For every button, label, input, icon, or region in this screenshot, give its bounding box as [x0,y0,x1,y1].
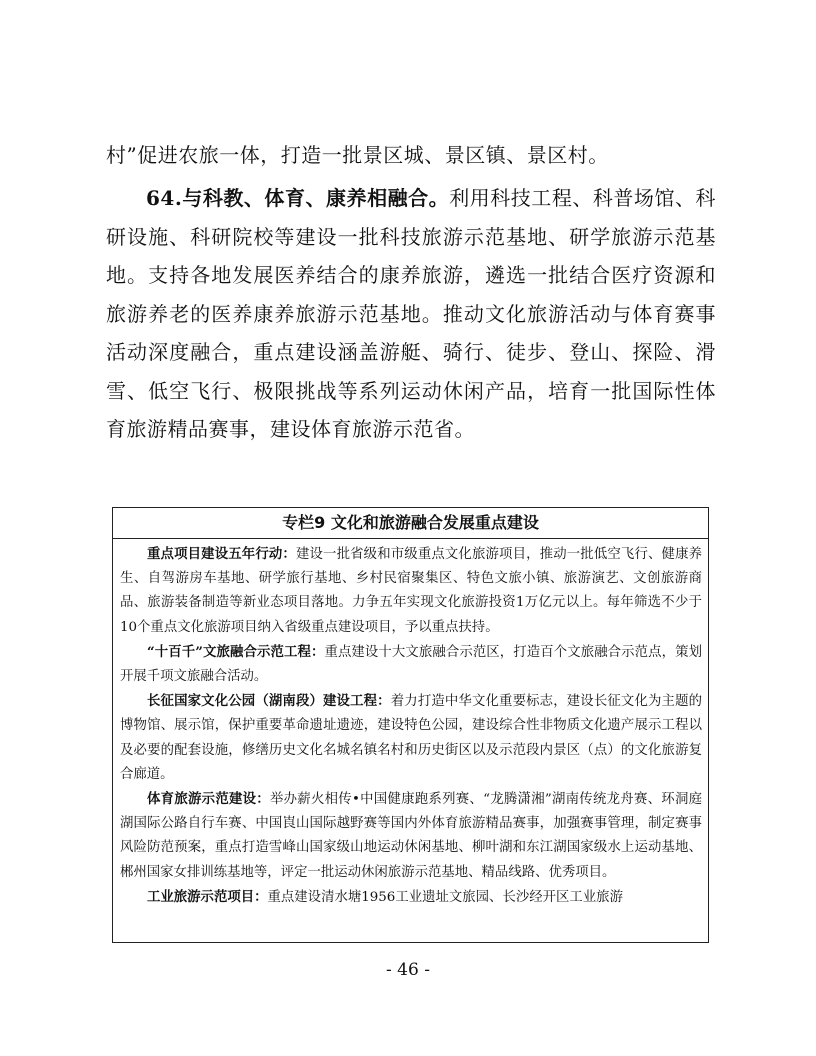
special-column-title: 专栏9 文化和旅游融合发展重点建设 [113,508,708,539]
box-item-text: 重点建设清水塘1956工业遗址文旅园、长沙经开区工业旅游 [267,889,623,905]
special-column-body [113,539,708,910]
box-item-text: 建设一批省级和市级重点文化旅游项目，推动一批低空飞行、健康养生、自驾游房车基地、研学旅行基地、乡村民宿聚集区、特色文旅小镇、旅游演艺、文创旅游商品、旅游装备制造等新业态项目落地。力争五年实现文化旅游投资1万亿元以上。每年筛选不少于10个重点文化旅游项目纳入省级重点建设项目，予以重点扶持。 [120,547,703,635]
box-item-text: 重点建设十大文旅融合示范区，打造百个文旅融合示范点，策划开展千项文旅融合活动。 [120,644,703,685]
box-item-demo-project [120,640,702,689]
box-item-long-march-park [120,689,702,787]
box-item-key-projects [120,542,702,640]
paragraph-64 [106,179,716,449]
box-item-heading: 工业旅游示范项目： [147,888,268,905]
page-number: - 46 - [386,960,430,980]
special-column-box [112,507,709,943]
box-item-heading: 重点项目建设五年行动： [147,546,296,562]
box-item-heading: “十百千”文旅融合示范工程： [147,643,325,660]
paragraph-64-heading: 64.与科教、体育、康养相融合。 [146,186,450,210]
box-item-text: 着力打造中华文化重要标志，建设长征文化为主题的博物馆、展示馆，保护重要革命遗址遗迹，建设特色公园，建设综合性非物质文化遗产展示工程以及必要的配套设施，修缮历史文化名城名镇名村和历史街区以及示范段内景区（点）的文化旅游复合廊道。 [120,694,703,782]
box-item-industrial-tourism [120,885,702,910]
box-item-sports-tourism [120,787,702,885]
box-item-text: 举办薪火相传•中国健康跑系列赛、“龙腾潇湘”湖南传统龙舟赛、环洞庭湖国际公路自行车赛、中国崀山国际越野赛等国内外体育旅游精品赛事，加强赛事管理，制定赛事风险防范预案，重点打造雪峰山国家级山地运动休闲基地、柳叶湖和东江湖国家级水上运动基地、郴州国家女排训练基地等，评定一批运动休闲旅游示范基地、精品线路、优秀项目。 [120,792,702,880]
box-item-heading: 长征国家文化公园（湖南段）建设工程： [147,693,391,710]
box-item-heading: 体育旅游示范建设： [147,791,270,808]
continued-paragraph-line: 村”促进农旅一体，打造一批景区城、景区镇、景区村。 [106,143,609,167]
paragraph-64-text: 利用科技工程、科普场馆、科研设施、科研院校等建设一批科技旅游示范基地、研学旅游示范基地。支持各地发展医养结合的康养旅游，遴选一批结合医疗资源和旅游养老的医养康养旅游示范基地。推动文化旅游活动与体育赛事活动深度融合，重点建设涵盖游艇、骑行、徒步、登山、探险、滑雪、低空飞行、极限挑战等系列运动休闲产品，培育一批国际性体育旅游精品赛事，建设体育旅游示范省。 [106,186,717,441]
